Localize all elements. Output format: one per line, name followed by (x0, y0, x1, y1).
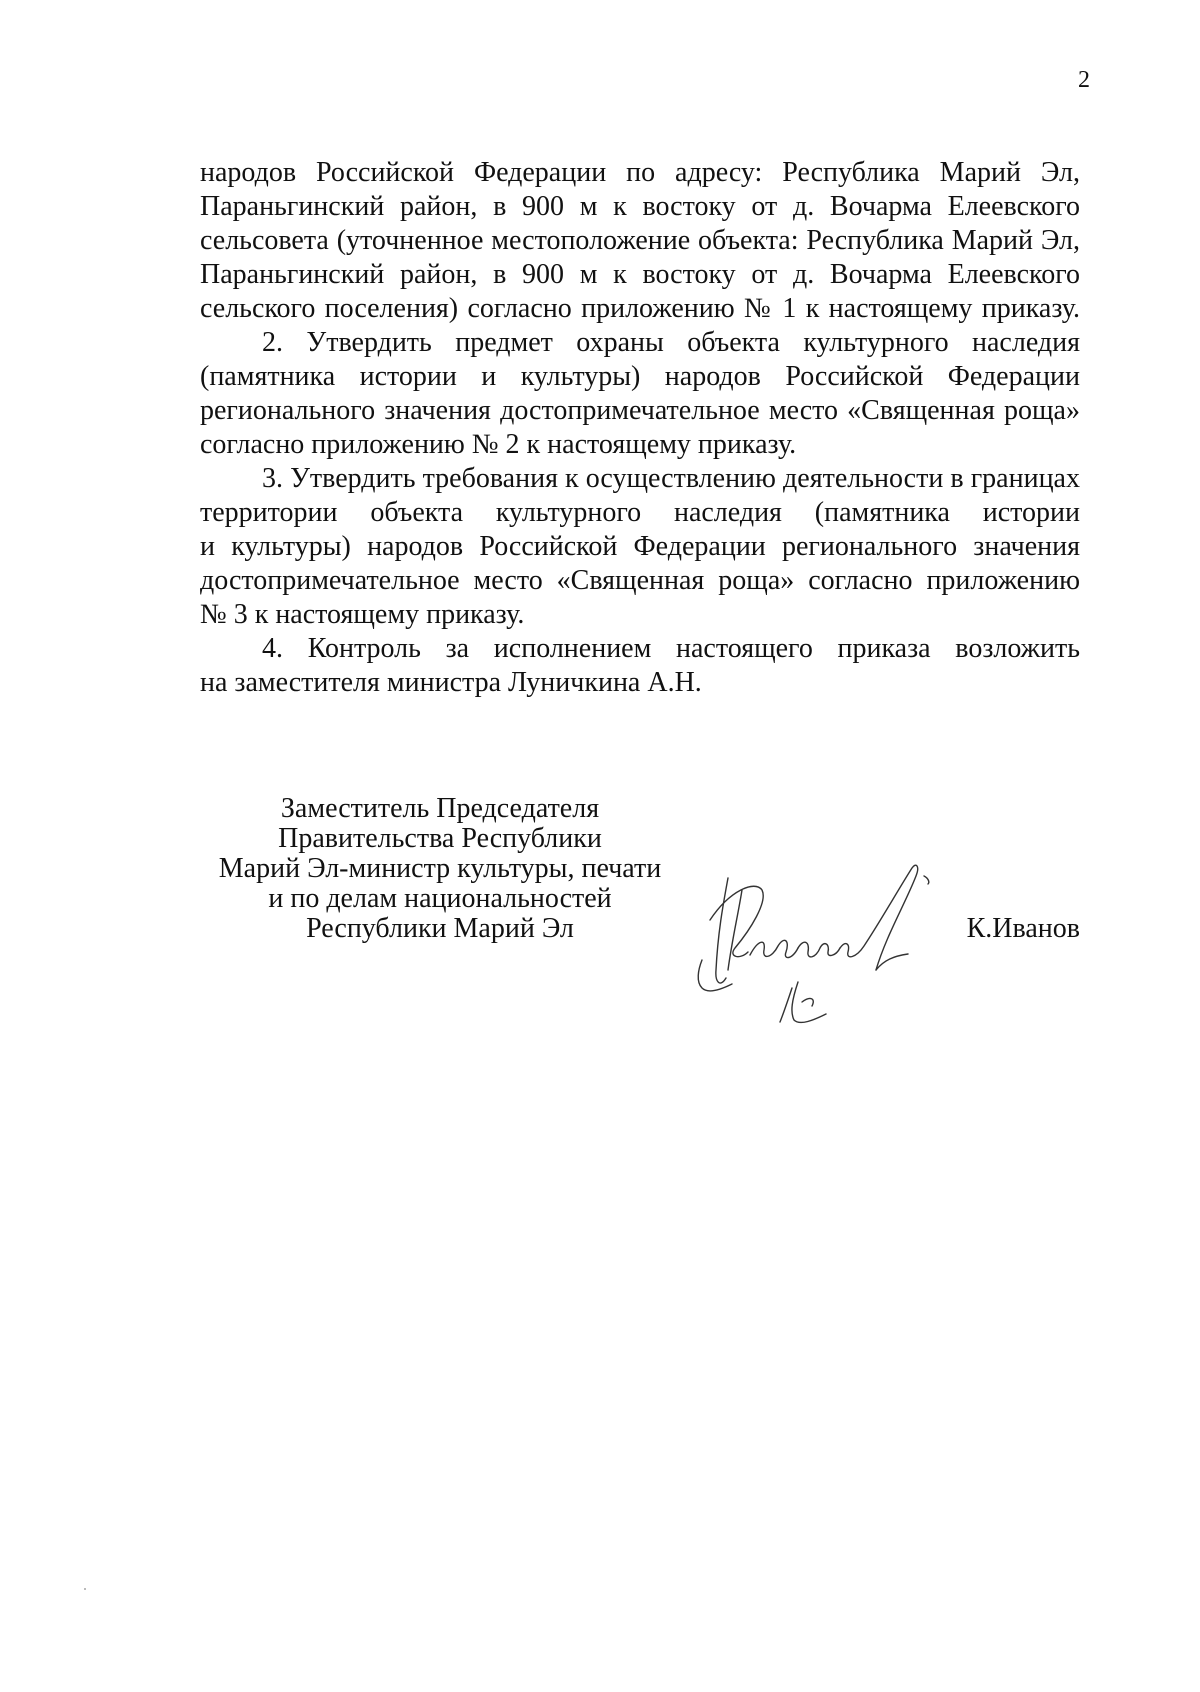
signatory-name: К.Иванов (966, 913, 1080, 944)
body-line: согласно приложению № 2 к настоящему приказу. (200, 429, 797, 460)
signatory-title-line: Марий Эл-министр культуры, печати (218, 853, 662, 884)
body-line: Параньгинский район, в 900 м к востоку от д. Вочарма Елеевского (200, 191, 1080, 222)
body-line: Параньгинский район, в 900 м к востоку от д. Вочарма Елеевского (200, 259, 1080, 290)
body-line: № 3 к настоящему приказу. (200, 599, 525, 630)
signatory-title-line: Заместитель Председателя (280, 793, 600, 824)
body-line: (памятника истории и культуры) народов Российской Федерации (200, 361, 1080, 392)
body-line: 2. Утвердить предмет охраны объекта культурного наследия (262, 327, 1080, 358)
body-line: сельского поселения) согласно приложению № 1 к настоящему приказу. (200, 293, 1080, 324)
handwritten-signature (680, 860, 960, 1030)
body-line: достопримечательное место «Священная роща» согласно приложению (200, 565, 1080, 596)
body-line: и культуры) народов Российской Федерации регионального значения (200, 531, 1080, 562)
body-line: народов Российской Федерации по адресу: Республика Марий Эл, (200, 157, 1080, 188)
body-line: сельсовета (уточненное местоположение объекта: Республика Марий Эл, (200, 225, 1080, 256)
page-number: 2 (1078, 67, 1090, 93)
body-line: на заместителя министра Луничкина А.Н. (200, 667, 702, 698)
body-line: 3. Утвердить требования к осуществлению деятельности в границах (262, 463, 1080, 494)
scan-speck (84, 1588, 86, 1590)
body-line: 4. Контроль за исполнением настоящего приказа возложить (262, 633, 1080, 664)
signatory-title-line: и по делам национальностей (268, 883, 612, 914)
body-line: территории объекта культурного наследия (памятника истории (200, 497, 1080, 528)
body-line: регионального значения достопримечательное место «Священная роща» (200, 395, 1080, 426)
signatory-title-line: Правительства Республики (278, 823, 602, 854)
signatory-title-line: Республики Марий Эл (306, 913, 574, 944)
